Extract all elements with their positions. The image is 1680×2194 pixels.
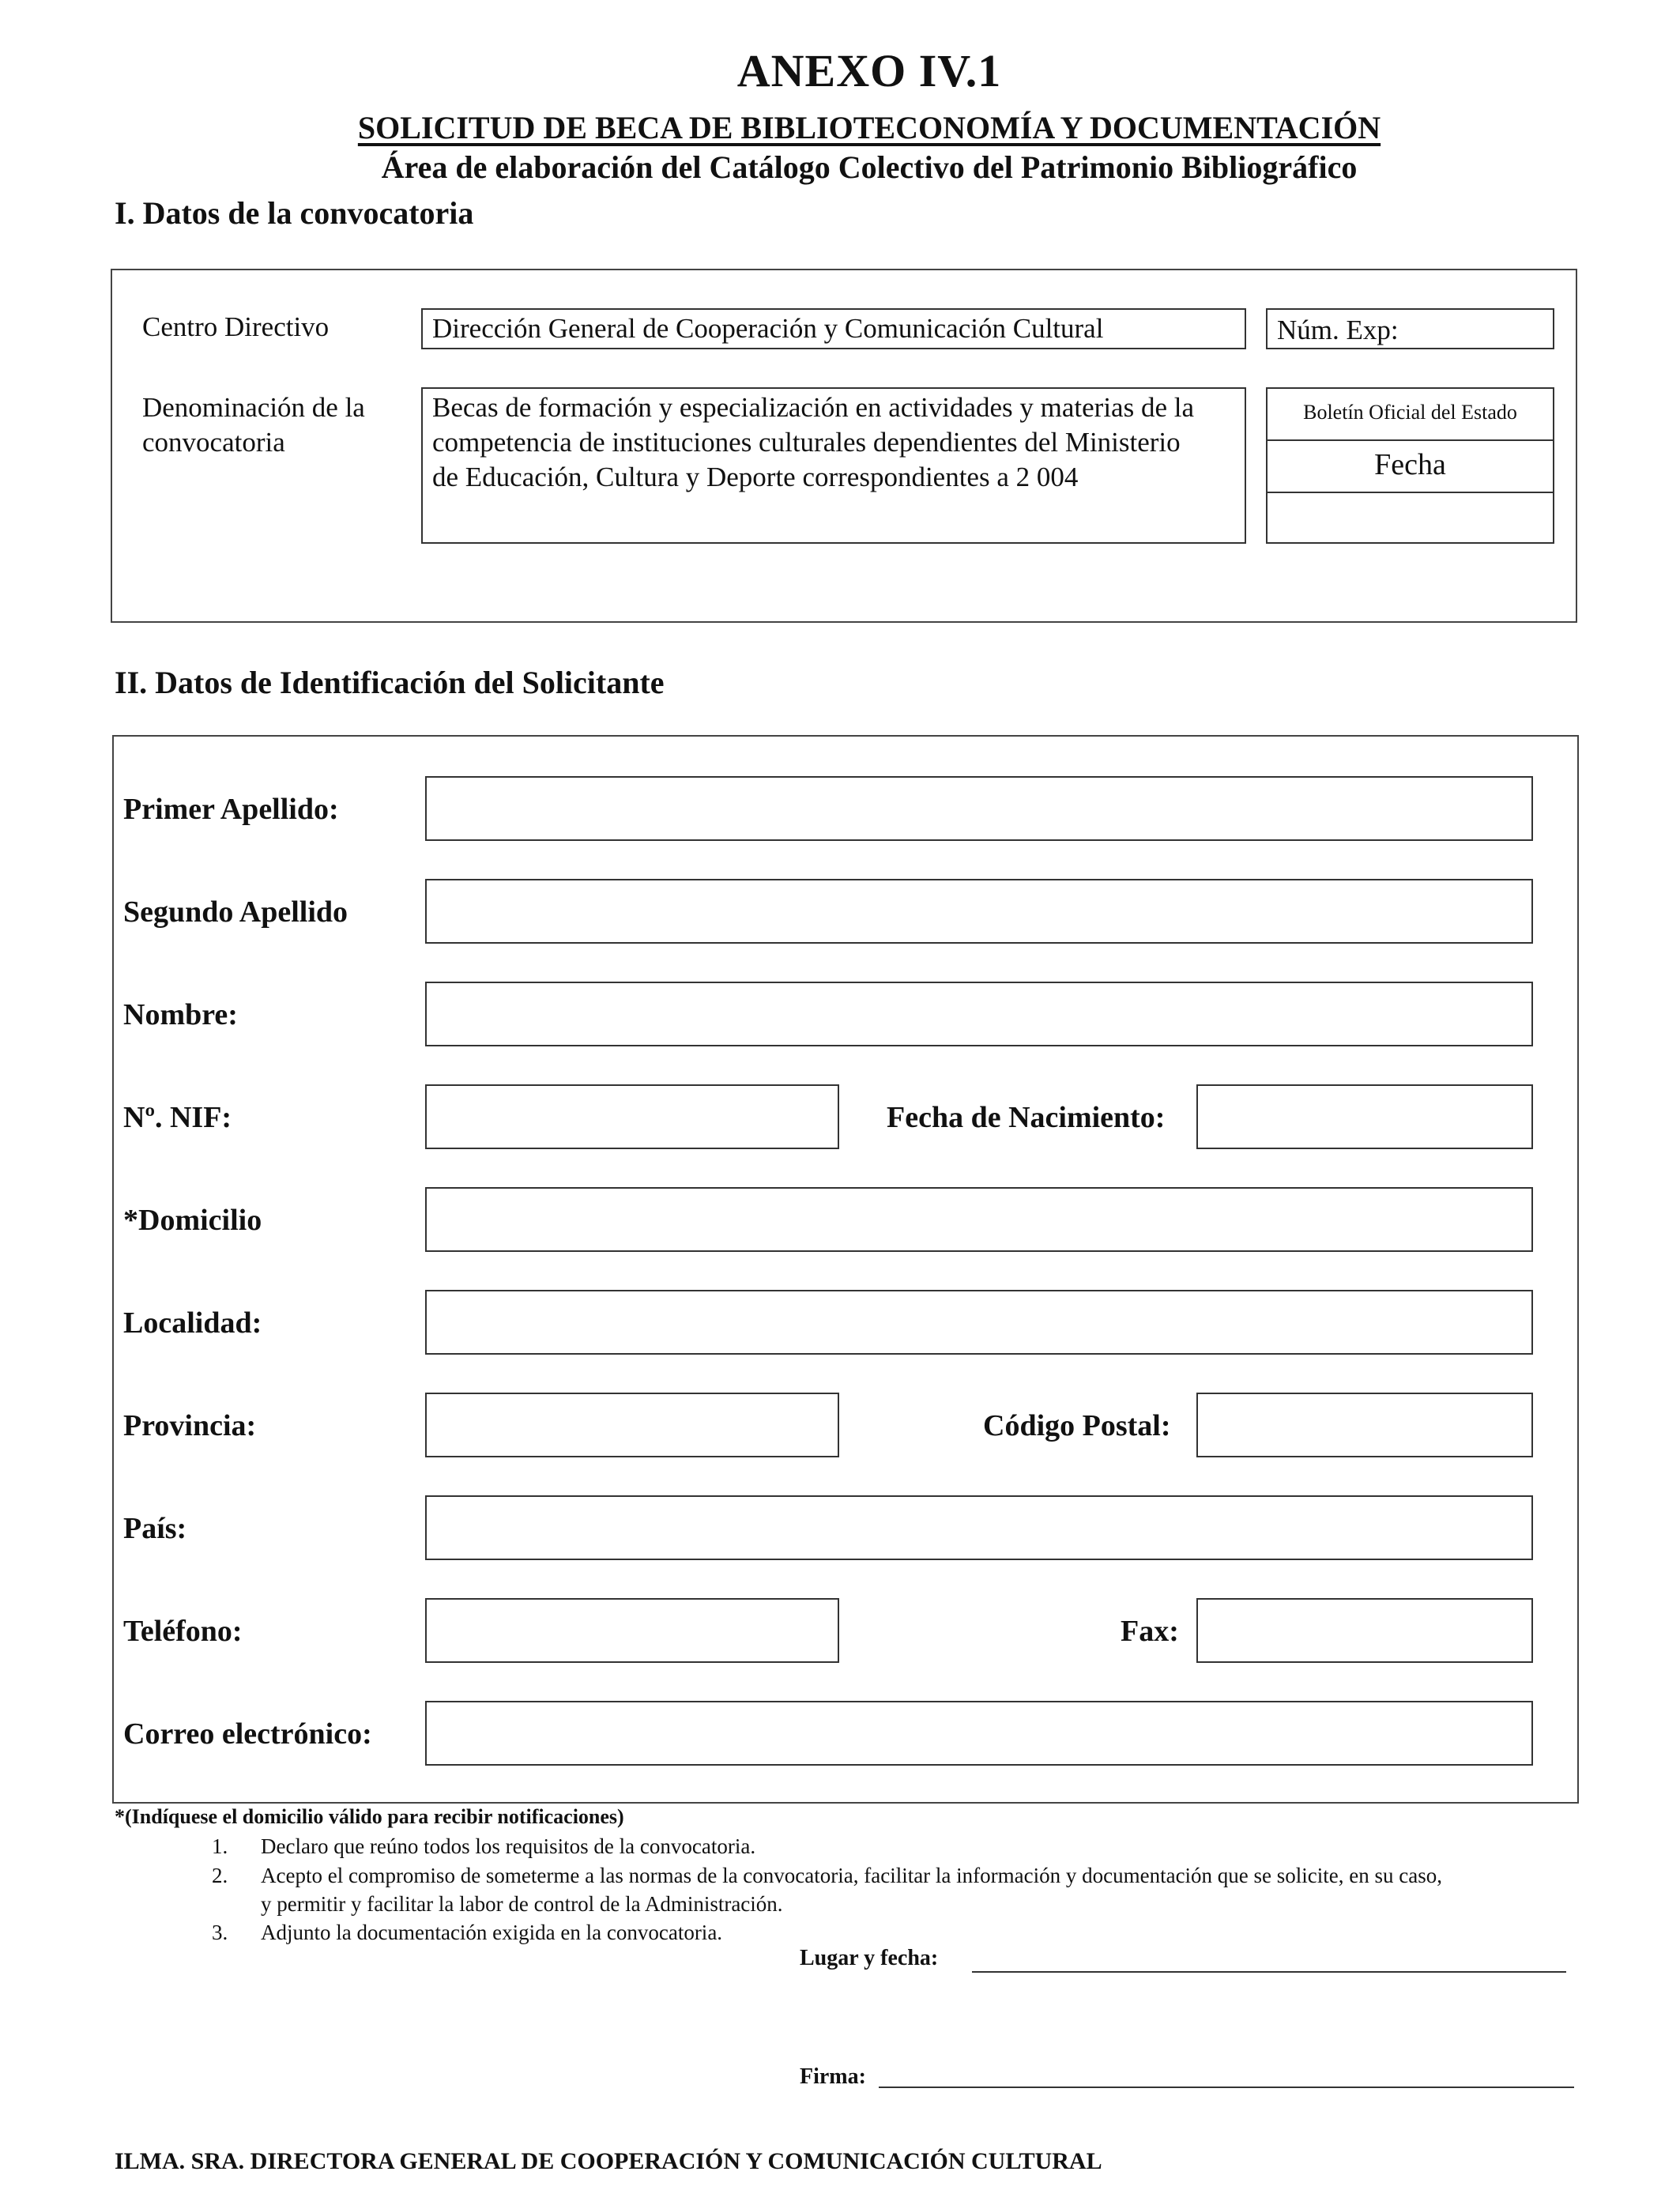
nif-label: Nº. NIF: <box>123 1101 232 1134</box>
fecha-nacimiento-label: Fecha de Nacimiento: <box>887 1101 1166 1134</box>
fecha-nacimiento-input[interactable] <box>1196 1084 1533 1149</box>
num-exp-field[interactable] <box>1266 308 1554 349</box>
provincia-input[interactable] <box>425 1393 839 1457</box>
boe-label: Boletín Oficial del Estado <box>1303 401 1517 424</box>
codigo-postal-label: Código Postal: <box>983 1409 1171 1442</box>
denominacion-line2: competencia de instituciones culturales dependientes del Ministerio <box>432 427 1181 458</box>
note-3-number: 3. <box>212 1921 228 1944</box>
form-title: SOLICITUD DE BECA DE BIBLIOTECONOMÍA Y DOCUMENTACIÓN <box>357 110 1381 145</box>
boe-box <box>1266 387 1554 544</box>
boe-fecha-field[interactable] <box>1268 493 1553 542</box>
telefono-input[interactable] <box>425 1598 839 1663</box>
domicilio-label: *Domicilio <box>123 1204 262 1237</box>
lugar-fecha-label: Lugar y fecha: <box>800 1946 939 1970</box>
firma-line[interactable] <box>879 2087 1574 2088</box>
note-1-number: 1. <box>212 1834 228 1858</box>
telefono-label: Teléfono: <box>123 1615 243 1648</box>
note-1-text: Declaro que reúno todos los requisitos de la convocatoria. <box>261 1834 756 1858</box>
addressee: ILMA. SRA. DIRECTORA GENERAL DE COOPERACIÓN Y COMUNICACIÓN CULTURAL <box>115 2148 1102 2174</box>
note-2-number: 2. <box>212 1864 228 1887</box>
localidad-input[interactable] <box>425 1290 1533 1355</box>
denominacion-line3: de Educación, Cultura y Deporte correspondientes a 2 004 <box>432 462 1079 492</box>
centro-directivo-value-box <box>421 308 1246 349</box>
correo-label: Correo electrónico: <box>123 1717 372 1751</box>
segundo-apellido-label: Segundo Apellido <box>123 895 348 929</box>
denominacion-value-box <box>421 387 1246 544</box>
denominacion-label-line1: Denominación de la <box>142 392 365 423</box>
codigo-postal-input[interactable] <box>1196 1393 1533 1457</box>
note-2-text-line1: Acepto el compromiso de someterme a las normas de la convocatoria, facilitar la información y documentación que se solicite, en su caso, <box>261 1864 1442 1887</box>
denominacion-line1: Becas de formación y especialización en actividades y materias de la <box>432 392 1195 423</box>
boe-divider-1 <box>1268 439 1553 441</box>
nombre-input[interactable] <box>425 982 1533 1046</box>
section2-heading: II. Datos de Identificación del Solicitante <box>115 665 665 700</box>
boe-fecha-label: Fecha <box>1374 448 1446 481</box>
localidad-label: Localidad: <box>123 1306 262 1340</box>
note-3-text: Adjunto la documentación exigida en la convocatoria. <box>261 1921 723 1944</box>
lugar-fecha-line[interactable] <box>972 1971 1566 1973</box>
segundo-apellido-input[interactable] <box>425 879 1533 944</box>
nombre-label: Nombre: <box>123 998 238 1031</box>
form-subtitle: Área de elaboración del Catálogo Colectivo del Patrimonio Bibliográfico <box>381 149 1358 185</box>
note-2-text-line2: y permitir y facilitar la labor de control de la Administración. <box>261 1892 783 1916</box>
section1-heading: I. Datos de la convocatoria <box>115 195 474 231</box>
num-exp-label: Núm. Exp: <box>1277 315 1399 345</box>
provincia-label: Provincia: <box>123 1409 257 1442</box>
correo-input[interactable] <box>425 1701 1533 1766</box>
primer-apellido-input[interactable] <box>425 776 1533 841</box>
centro-directivo-label: Centro Directivo <box>142 311 330 342</box>
nif-input[interactable] <box>425 1084 839 1149</box>
pais-label: País: <box>123 1512 187 1545</box>
domicilio-footnote: *(Indíquese el domicilio válido para recibir notificaciones) <box>115 1805 624 1828</box>
firma-label: Firma: <box>800 2064 866 2089</box>
annex-title: ANEXO IV.1 <box>736 45 1002 96</box>
primer-apellido-label: Primer Apellido: <box>123 793 339 826</box>
fax-input[interactable] <box>1196 1598 1533 1663</box>
denominacion-label-line2: convocatoria <box>142 427 285 458</box>
fax-label: Fax: <box>1121 1615 1179 1648</box>
pais-input[interactable] <box>425 1495 1533 1560</box>
centro-directivo-value: Dirección General de Cooperación y Comunicación Cultural <box>432 313 1104 344</box>
domicilio-input[interactable] <box>425 1187 1533 1252</box>
